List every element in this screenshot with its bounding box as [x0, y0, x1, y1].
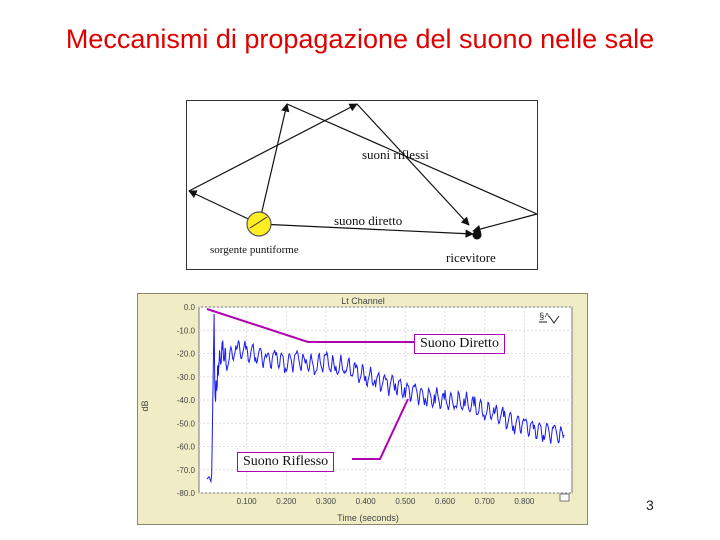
y-tick-label: -30.0 — [176, 372, 195, 382]
x-axis-label: Time (seconds) — [337, 513, 399, 523]
y-tick-label: -50.0 — [176, 419, 195, 429]
direct-sound-callout: Suono Diretto — [414, 334, 505, 354]
slide-number: 3 — [646, 497, 654, 513]
y-axis-label: dB — [140, 400, 150, 412]
y-tick-label: -80.0 — [176, 489, 195, 498]
point-source-label: sorgente puntiforme — [210, 244, 299, 256]
receiver-label: ricevitore — [446, 250, 496, 265]
x-tick-label: 0.300 — [315, 497, 336, 506]
reflected-sound-callout: Suono Riflesso — [237, 452, 334, 472]
x-tick-label: 0.200 — [276, 497, 297, 506]
x-tick-label: 0.800 — [514, 497, 535, 506]
reflected-callout-line — [352, 399, 408, 459]
x-tick-label: 0.600 — [435, 497, 456, 506]
y-tick-label: -40.0 — [176, 396, 195, 405]
y-tick-label: -60.0 — [176, 442, 195, 452]
direct-callout-line — [207, 309, 414, 342]
chart-title: Lt Channel — [341, 296, 385, 306]
y-tick-label: -70.0 — [176, 465, 195, 475]
y-tick-label: -20.0 — [176, 349, 195, 359]
direct-sound-label: suono diretto — [334, 213, 403, 228]
slide-title: Meccanismi di propagazione del suono nelle sale — [65, 24, 655, 54]
x-tick-label: 0.100 — [236, 497, 257, 506]
y-tick-label: -10.0 — [176, 326, 195, 336]
x-tick-label: 0.500 — [395, 497, 416, 506]
y-tick-label: 0.0 — [183, 303, 195, 312]
x-tick-label: 0.700 — [474, 497, 495, 506]
reflected-sound-label: suoni riflessi — [362, 147, 429, 162]
svg-text:§^: §^ — [539, 312, 550, 322]
x-tick-label: 0.400 — [355, 497, 376, 506]
